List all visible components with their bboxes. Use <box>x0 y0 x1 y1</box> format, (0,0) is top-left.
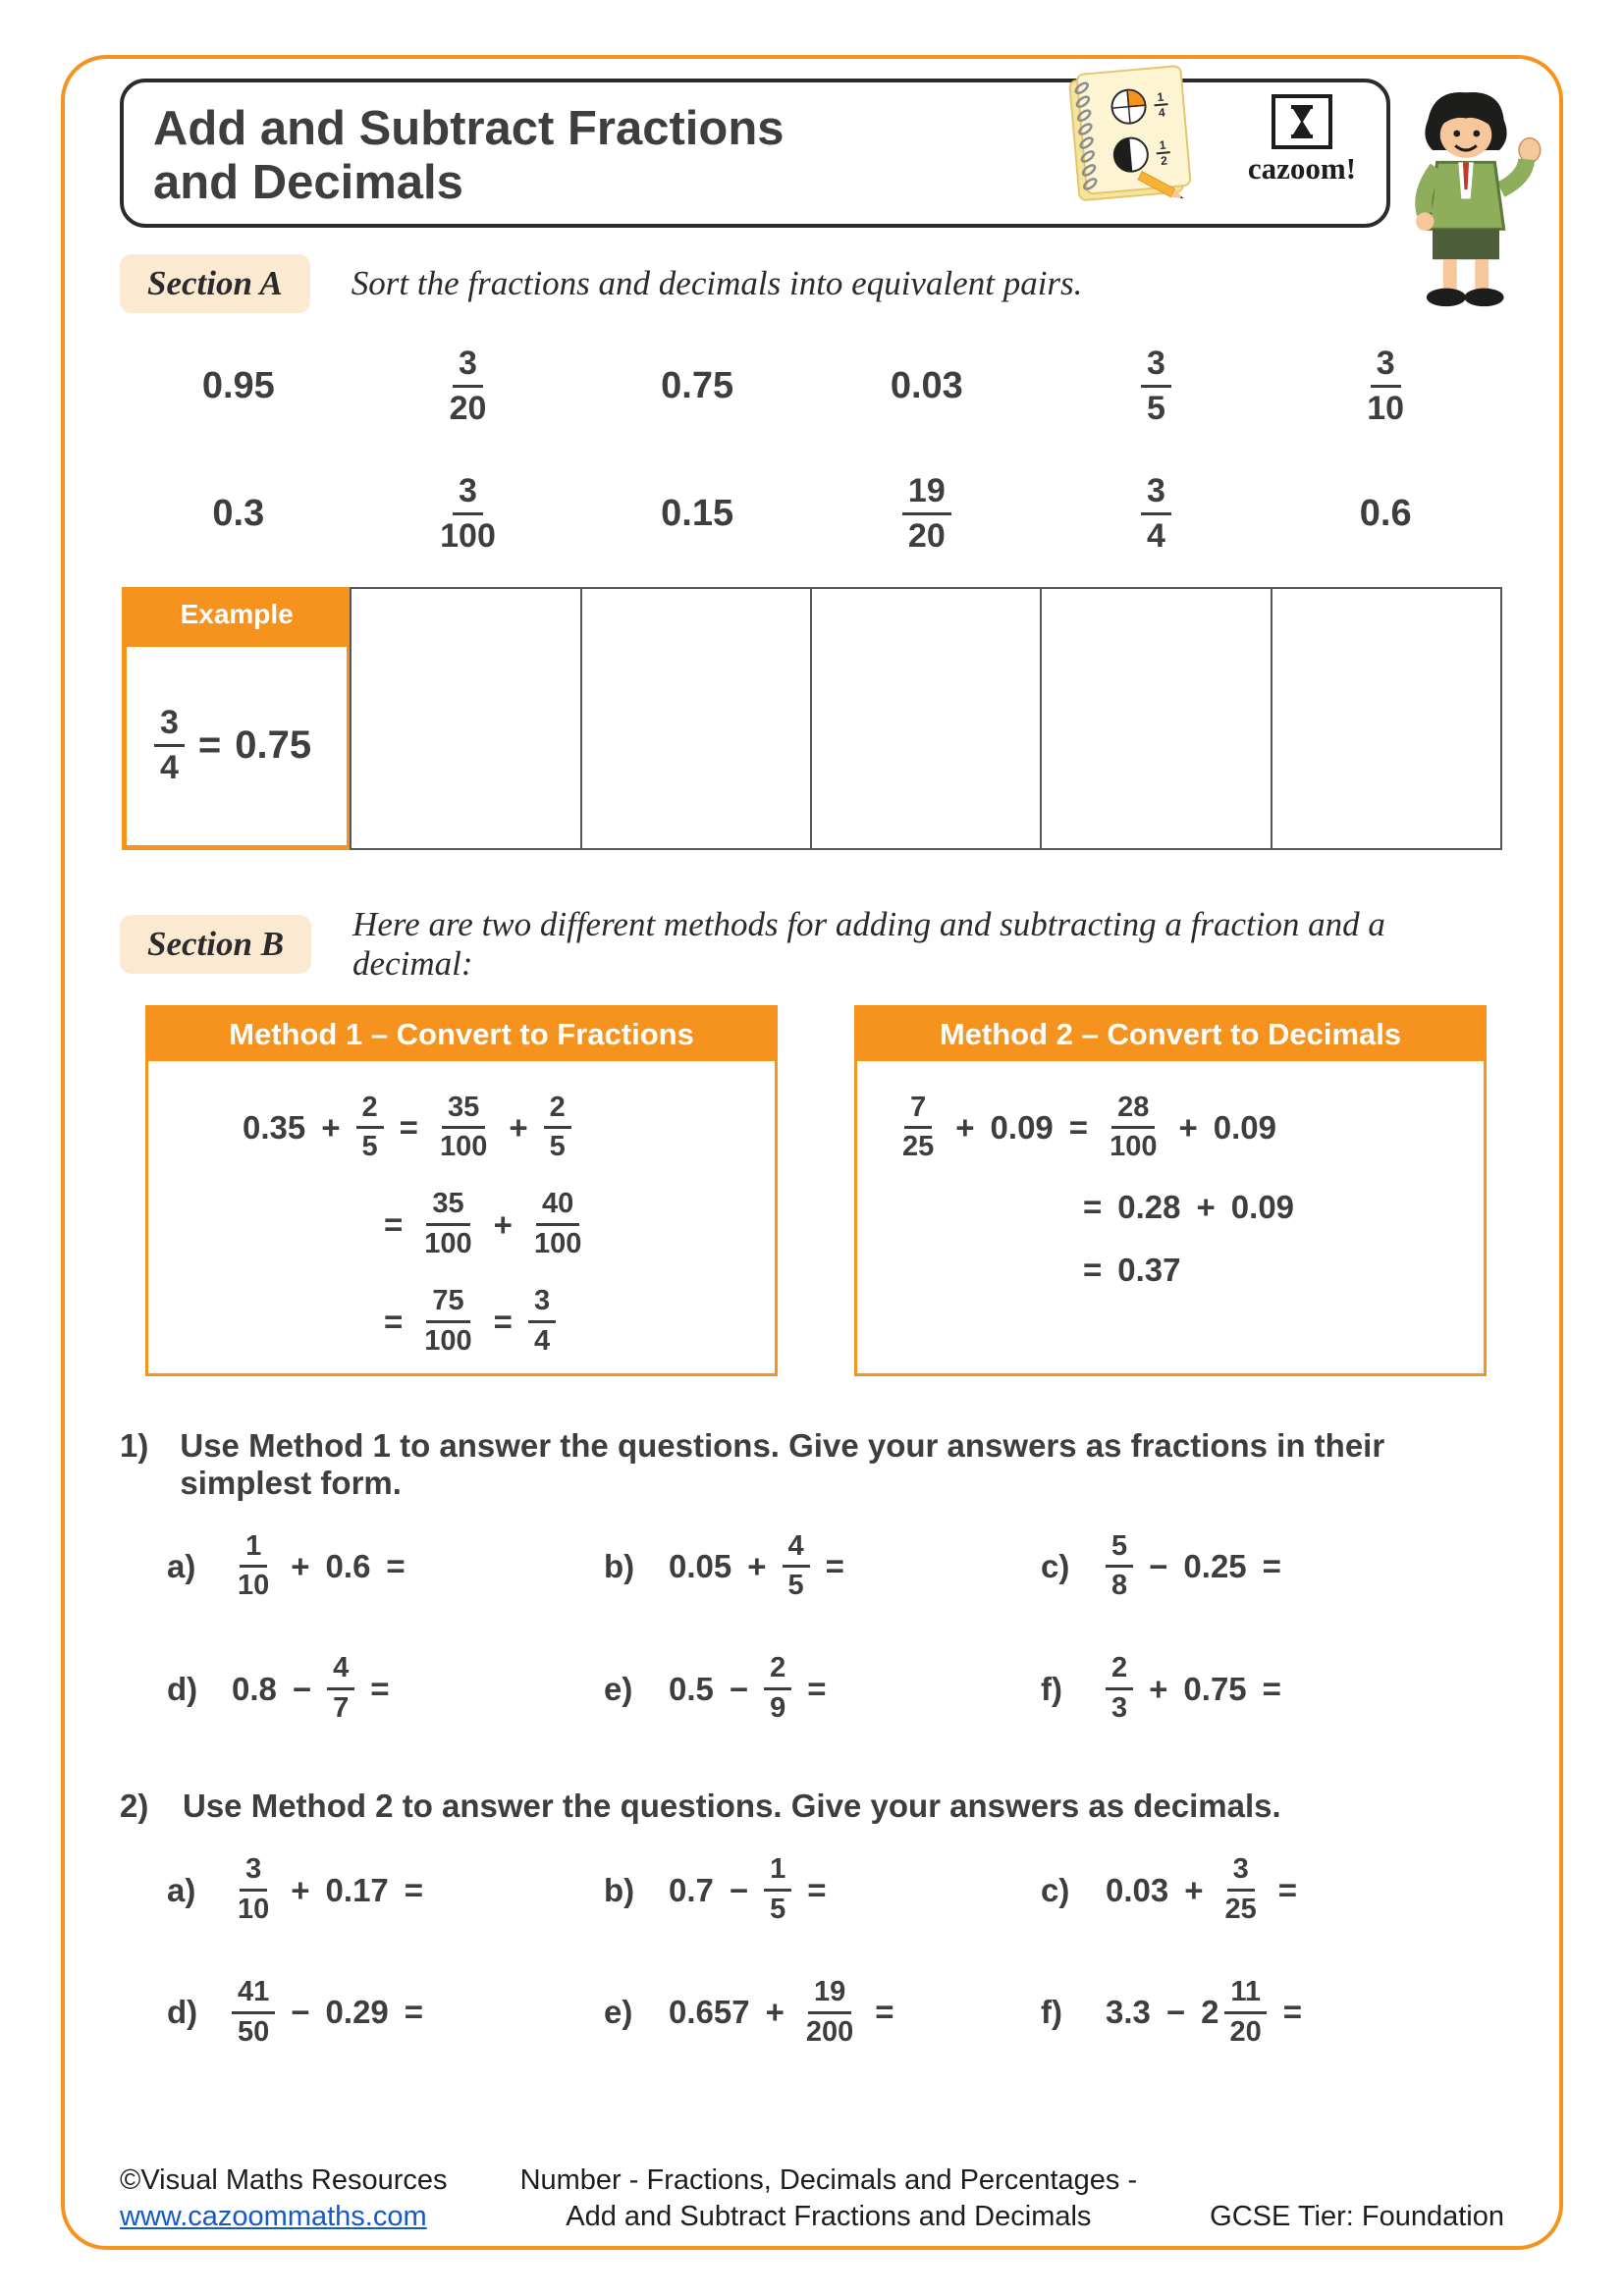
q2-item-c: c) 0.03 + $\frac{3}{25}$ = <box>1041 1853 1298 1926</box>
question-2 <box>120 1788 1504 2049</box>
title-line-1: Add and Subtract Fractions <box>153 102 785 155</box>
q1-item-f: f) $\frac{2}{3}$ + 0.75 = <box>1041 1652 1281 1725</box>
svg-text:4: 4 <box>1158 105 1166 121</box>
answer-cell-4 <box>1040 587 1272 850</box>
sort-item: 0.6 <box>1359 493 1412 535</box>
question-1 <box>120 1427 1504 1726</box>
sort-item: 0.15 <box>661 493 734 535</box>
method-2-line-3: = 0.37 <box>1083 1252 1181 1289</box>
website-link[interactable]: www.cazoommaths.com <box>120 2201 427 2233</box>
question-1-items <box>167 1531 1504 1726</box>
method-1-line-2: = $\frac{35}{100}$ + $\frac{40}{100}$ <box>384 1188 582 1260</box>
q2-item-a: a) $\frac{3}{10}$ + 0.17 = <box>167 1853 424 1926</box>
footer <box>120 2163 1504 2236</box>
section-a <box>120 253 1504 850</box>
question-1-head <box>120 1427 1504 1502</box>
question-2-head <box>120 1788 1504 1825</box>
method-1-box <box>145 1005 778 1376</box>
method-1-line-3: = $\frac{75}{100}$ = $\frac{3}{4}$ <box>384 1286 775 1358</box>
boy-character-illustration <box>1382 86 1549 317</box>
q1-item-d: d) 0.8 − $\frac{4}{7}$ = <box>167 1652 390 1725</box>
footer-topic-line-2: Add and Subtract Fractions and Decimals <box>566 2201 1092 2233</box>
sort-item: $\frac{3}{20}$ <box>449 345 487 428</box>
answer-cell-2 <box>580 587 812 850</box>
copyright-text: ©Visual Maths Resources <box>120 2163 448 2196</box>
sort-item: $\frac{19}{20}$ <box>902 473 951 556</box>
footer-topic <box>520 2163 1138 2236</box>
svg-text:1: 1 <box>1159 137 1167 153</box>
answer-cell-3 <box>810 587 1042 850</box>
q2-item-b: b) 0.7 − $\frac{1}{5}$ = <box>604 1853 827 1926</box>
sort-item: $\frac{3}{4}$ <box>1141 473 1171 556</box>
method-2-working <box>857 1061 1484 1290</box>
section-b <box>120 905 1504 2049</box>
question-2-number: 2) <box>120 1788 149 1825</box>
q1-item-c: c) $\frac{5}{8}$ − 0.25 = <box>1041 1529 1281 1602</box>
q1-item-e: e) 0.5 − $\frac{2}{9}$ = <box>604 1652 827 1725</box>
cazoom-logo-text: cazoom! <box>1247 151 1357 186</box>
notepad-fractions-icon <box>1043 61 1210 218</box>
footer-topic-line-1: Number - Fractions, Decimals and Percentages - <box>519 2163 1138 2196</box>
q1-item-a: a) $\frac{1}{10}$ + 0.6 = <box>167 1529 406 1602</box>
sort-item: 0.03 <box>890 365 963 407</box>
footer-left <box>120 2163 448 2236</box>
methods-boxes <box>145 1005 1487 1376</box>
section-a-head <box>120 253 1504 314</box>
sort-item: $\frac{3}{5}$ <box>1141 346 1171 428</box>
method-1-title: Method 1 – Convert to Fractions <box>148 1008 775 1061</box>
method-1-working <box>148 1061 775 1358</box>
question-2-items <box>167 1854 1504 2049</box>
title-box <box>120 79 1390 228</box>
sort-item: $\frac{3}{100}$ <box>440 471 496 556</box>
method-2-box <box>854 1005 1487 1376</box>
q2-item-d: d) $\frac{41}{50}$ − 0.29 = <box>167 1975 424 2048</box>
hourglass-logo-icon <box>1272 94 1332 149</box>
method-2-title: Method 2 – Convert to Decimals <box>857 1008 1484 1061</box>
q1-item-b: b) 0.05 + $\frac{4}{5}$ = <box>604 1529 844 1602</box>
question-2-instruction: Use Method 2 to answer the questions. Give your answers as decimals. <box>183 1788 1281 1825</box>
method-2-line-2: = 0.28 + 0.09 <box>1083 1189 1295 1226</box>
section-a-label: Section A <box>120 254 310 313</box>
example-cell <box>122 587 352 850</box>
worksheet-page-frame <box>61 55 1563 2250</box>
sort-item: $\frac{3}{10}$ <box>1367 345 1405 428</box>
svg-text:2: 2 <box>1160 153 1168 169</box>
sort-item: 0.95 <box>201 365 275 407</box>
sort-item: 0.3 <box>212 493 265 535</box>
section-b-instruction: Here are two different methods for adding and subtracting a fraction and a decimal: <box>352 904 1385 983</box>
cazoom-logo <box>1237 94 1367 187</box>
svg-text:1: 1 <box>1156 89 1164 105</box>
title-line-2: and Decimals <box>153 155 463 209</box>
answer-cell-5 <box>1271 587 1502 850</box>
q2-item-e: e) 0.657 + $\frac{19}{200}$ = <box>604 1975 894 2048</box>
section-a-instruction: Sort the fractions and decimals into equivalent pairs. <box>351 264 1083 302</box>
header <box>120 79 1504 228</box>
sort-items-grid <box>124 346 1500 556</box>
sort-item: 0.75 <box>661 365 734 407</box>
footer-tier: GCSE Tier: Foundation <box>1210 2201 1504 2233</box>
section-b-label: Section B <box>120 915 311 974</box>
answer-table <box>122 587 1502 850</box>
example-cell-content: $\frac{3}{4}$ = 0.75 <box>122 642 352 850</box>
answer-cell-1 <box>350 587 581 850</box>
example-cell-header: Example <box>122 587 352 642</box>
question-1-number: 1) <box>120 1426 149 1464</box>
method-2-line-1: $\frac{7}{25}$ + 0.09 = $\frac{28}{100}$ + 0.09 <box>902 1091 1276 1163</box>
method-1-line-1: 0.35 + $\frac{2}{5}$ = $\frac{35}{100}$ + $\frac{2}{5}$ <box>243 1093 775 1164</box>
question-1-instruction: Use Method 1 to answer the questions. Give your answers as fractions in their simplest form. <box>180 1426 1385 1501</box>
section-b-head <box>120 905 1504 984</box>
q2-item-f: f) 3.3 − 2 $\frac{11}{20}$ = <box>1041 1975 1303 2048</box>
